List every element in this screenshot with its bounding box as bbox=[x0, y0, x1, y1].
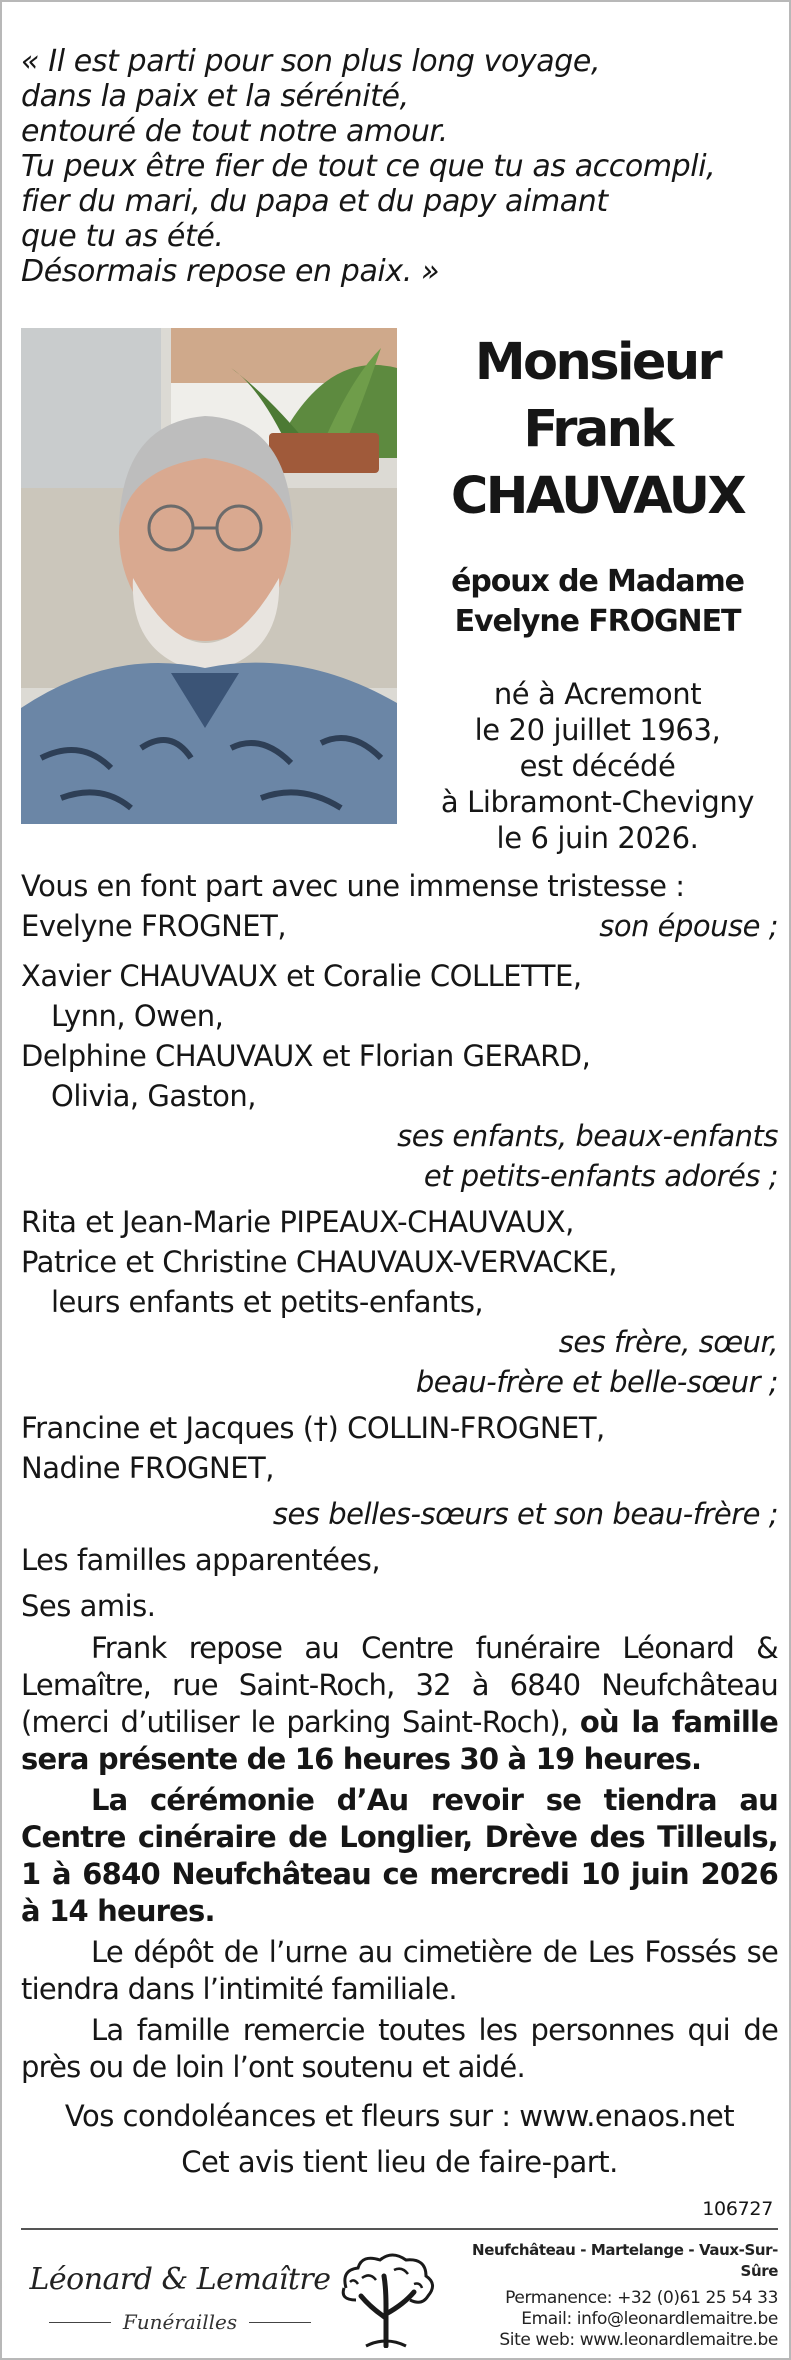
grandchildren-entry: Olivia, Gaston, bbox=[51, 1079, 256, 1113]
funeral-home-footer bbox=[21, 2234, 778, 2352]
ceremony-notice bbox=[21, 1782, 778, 1930]
quote-line: entouré de tout notre amour. bbox=[21, 114, 448, 149]
spouse-line: époux de Madame bbox=[451, 564, 744, 599]
footer-divider bbox=[21, 2228, 778, 2230]
birth-line: le 20 juillet 1963, bbox=[474, 713, 721, 747]
opening-quote bbox=[21, 44, 761, 289]
children-role: ses enfants, beaux-enfants bbox=[397, 1119, 778, 1153]
siblings-role: beau-frère et belle-sœur ; bbox=[415, 1365, 778, 1399]
funeral-home-website: Site web: www.leonardlemaitre.be bbox=[499, 2330, 778, 2350]
inlaw-entry: Nadine FROGNET, bbox=[21, 1451, 274, 1485]
relatives-entry: Les familles apparentées, bbox=[21, 1543, 381, 1577]
funeral-home-subtitle: Funérailles bbox=[122, 2310, 238, 2334]
announcement-intro: Vous en font part avec une immense tristesse : bbox=[21, 869, 685, 903]
deceased-name bbox=[420, 329, 775, 530]
birth-line: à Libramont-Chevigny bbox=[440, 785, 755, 819]
birth-line: né à Acremont bbox=[493, 677, 702, 711]
deceased-last-name: CHAUVAUX bbox=[450, 467, 745, 526]
tree-logo-icon bbox=[326, 2248, 446, 2348]
funeral-home-email: Email: info@leonardlemaitre.be bbox=[521, 2309, 778, 2329]
inlaws-role: ses belles-sœurs et son beau-frère ; bbox=[272, 1497, 778, 1531]
birth-line: le 6 juin 2026. bbox=[496, 821, 699, 855]
spouse-entry bbox=[21, 906, 778, 946]
child-entry: Xavier CHAUVAUX et Coralie COLLETTE, bbox=[21, 959, 582, 993]
quote-line: dans la paix et la sérénité, bbox=[21, 79, 409, 114]
child-entry: Delphine CHAUVAUX et Florian GERARD, bbox=[21, 1039, 591, 1073]
quote-line: Désormais repose en paix. » bbox=[21, 254, 440, 289]
funeral-home-name: Léonard & Lemaître bbox=[29, 2262, 331, 2297]
friends-entry: Ses amis. bbox=[21, 1589, 156, 1623]
quote-line: « Il est parti pour son plus long voyage, bbox=[21, 44, 601, 79]
spouse-line: Evelyne FROGNET bbox=[454, 604, 741, 639]
deceased-first-name: Frank bbox=[523, 400, 672, 459]
spouse-info bbox=[420, 562, 775, 642]
repose-hours: où la famille sera présente de 16 heures 30 à 19 heures. bbox=[21, 1705, 778, 1776]
funeral-home-contact bbox=[448, 2240, 778, 2351]
grandchildren-entry: Lynn, Owen, bbox=[51, 999, 224, 1033]
deceased-title: Monsieur bbox=[474, 333, 721, 392]
urn-notice: Le dépôt de l’urne au cimetière de Les Fossés se tiendra dans l’intimité familiale. bbox=[21, 1935, 778, 2006]
portrait-photo bbox=[21, 328, 397, 824]
repose-notice bbox=[21, 1630, 778, 1778]
siblings-role: ses frère, sœur, bbox=[558, 1325, 778, 1359]
thanks-notice: La famille remercie toutes les personnes qui de près ou de loin l’ont soutenu et aidé. bbox=[21, 2013, 778, 2084]
quote-line: fier du mari, du papa et du papy aimant bbox=[21, 184, 608, 219]
children-role: et petits-enfants adorés ; bbox=[423, 1159, 778, 1193]
condolences-notice: Vos condoléances et fleurs sur : www.enaos.net bbox=[64, 2099, 735, 2133]
funeral-home-phone: Permanence: +32 (0)61 25 54 33 bbox=[505, 2288, 778, 2308]
sibling-entry: Rita et Jean-Marie PIPEAUX-CHAUVAUX, bbox=[21, 1205, 574, 1239]
family-announcement bbox=[21, 866, 778, 2182]
birth-death-info bbox=[420, 676, 775, 856]
subtitle-rule bbox=[249, 2322, 311, 2323]
inlaw-entry: Francine et Jacques (†) COLLIN-FROGNET, bbox=[21, 1411, 605, 1445]
sibling-entry: Patrice et Christine CHAUVAUX-VERVACKE, bbox=[21, 1245, 618, 1279]
portrait-illustration bbox=[21, 328, 397, 824]
birth-line: est décédé bbox=[519, 749, 676, 783]
ceremony-text: La cérémonie d’Au revoir se tiendra au Centre cinéraire de Longlier, Drève des Tilleuls, 1 à 6840 Neufchâteau ce mercredi 10 juin 2026 à 14 heures. bbox=[21, 1783, 778, 1928]
faire-part-notice: Cet avis tient lieu de faire-part. bbox=[181, 2145, 618, 2179]
sibling-descendants: leurs enfants et petits-enfants, bbox=[51, 1285, 484, 1319]
subtitle-rule bbox=[49, 2322, 111, 2323]
spouse-name: Evelyne FROGNET, bbox=[21, 909, 287, 943]
quote-line: Tu peux être fier de tout ce que tu as accompli, bbox=[21, 149, 716, 184]
repose-text: Frank repose au Centre funéraire Léonard & Lemaître, rue Saint-Roch, 32 à 6840 Neufchâteau (merci d’utiliser le parking Saint-Roch), bbox=[21, 1631, 778, 1739]
spouse-role: son épouse ; bbox=[599, 909, 778, 943]
funeral-home-locations: Neufchâteau - Martelange - Vaux-Sur-Sûre bbox=[472, 2241, 778, 2280]
reference-number: 106727 bbox=[702, 2198, 773, 2220]
quote-line: que tu as été. bbox=[21, 219, 224, 254]
funeral-home-subtitle-row bbox=[49, 2310, 311, 2334]
